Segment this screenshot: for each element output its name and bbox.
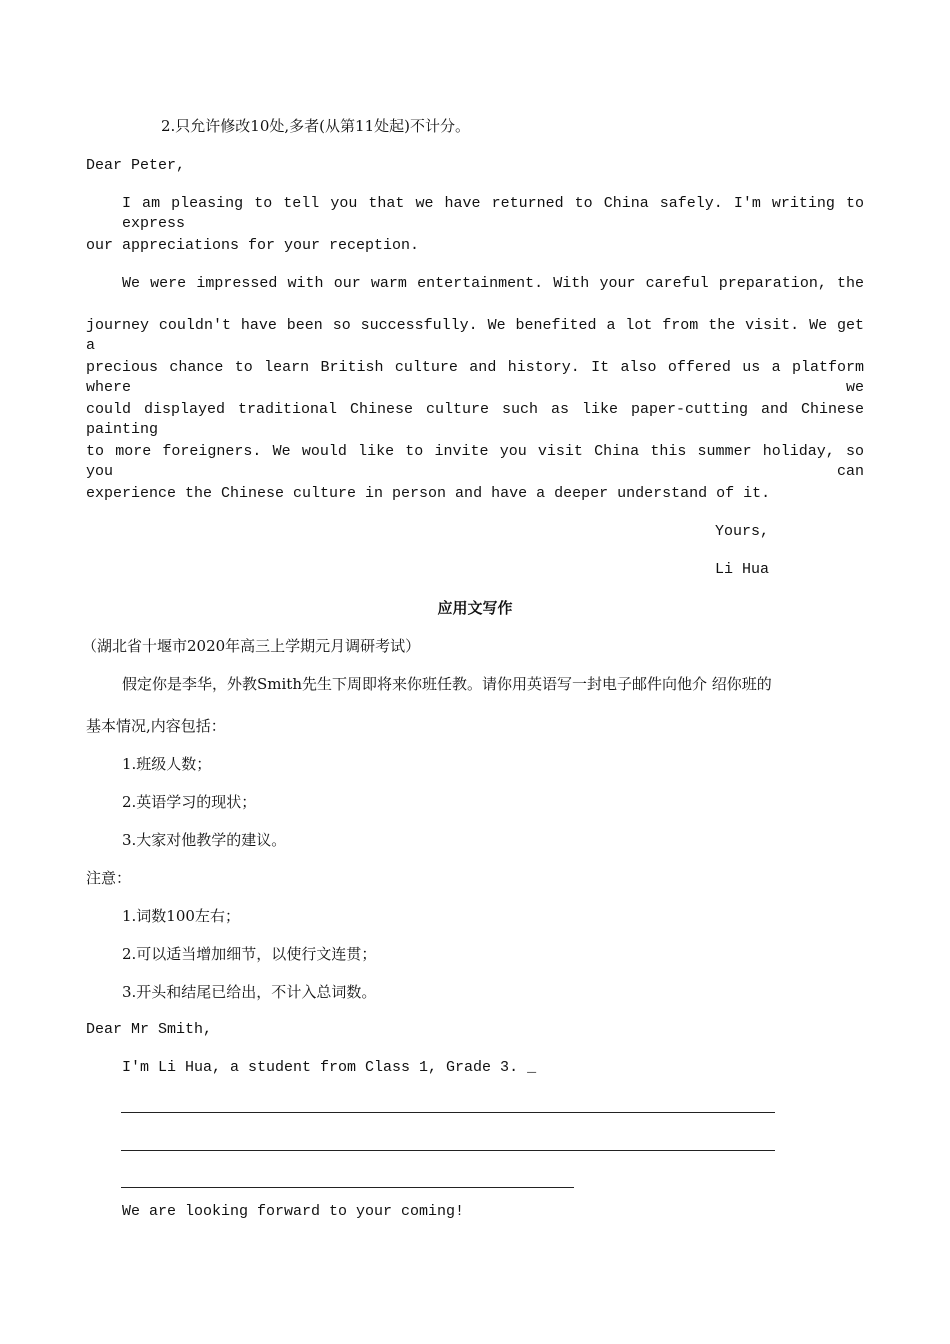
letter1-line-3: We were impressed with our warm entertainment. With your careful preparation, the bbox=[122, 275, 864, 292]
letter2-salutation: Dear Mr Smith, bbox=[86, 1021, 213, 1038]
content-item-1: 1.班级人数； bbox=[122, 755, 212, 773]
letter1-line-5: precious chance to learn British culture and history. It also offered us a platform where we bbox=[86, 359, 864, 396]
letter1-line-4: journey couldn't have been so successfully. We benefited a lot from the visit. We get a bbox=[86, 317, 864, 354]
letter1-signature: Li Hua bbox=[715, 561, 770, 578]
letter1-closing: Yours, bbox=[715, 523, 770, 540]
letter1-salutation: Dear Peter, bbox=[86, 157, 186, 174]
letter1-line-6: could displayed traditional Chinese culture such as like paper-cutting and Chinese painting bbox=[86, 401, 864, 438]
answer-line-1 bbox=[121, 1112, 775, 1113]
notes-label: 注意： bbox=[86, 869, 132, 887]
section-title: 应用文写作 bbox=[437, 599, 513, 617]
prompt-line-2: 基本情况,内容包括： bbox=[86, 717, 226, 735]
letter1-line-1: I am pleasing to tell you that we have returned to China safely. I'm writing to express bbox=[122, 195, 864, 232]
letter1-line-2: our appreciations for your reception. bbox=[86, 237, 420, 254]
answer-line-3 bbox=[121, 1187, 574, 1188]
content-item-2: 2.英语学习的现状； bbox=[122, 793, 257, 811]
letter1-line-8: experience the Chinese culture in person and have a deeper understand of it. bbox=[86, 485, 771, 502]
letter1-line-7: to more foreigners. We would like to invite you visit China this summer holiday, so you can bbox=[86, 443, 864, 480]
note-2: 2.可以适当增加细节，以使行文连贯； bbox=[122, 945, 377, 963]
letter2-opening: I'm Li Hua, a student from Class 1, Grade 3. _ bbox=[122, 1059, 537, 1076]
note-1: 1.词数100左右； bbox=[122, 907, 240, 925]
answer-line-2 bbox=[121, 1150, 775, 1151]
note-3: 3.开头和结尾已给出，不计入总词数。 bbox=[122, 983, 377, 1001]
note-item-2: 2.只允许修改10处,多者(从第11处起)不计分。 bbox=[161, 117, 470, 135]
letter2-closing: We are looking forward to your coming! bbox=[122, 1203, 465, 1220]
section-source: （湖北省十堰市2020年高三上学期元月调研考试） bbox=[82, 637, 421, 655]
prompt-line-1: 假定你是李华，外教Smith先生下周即将来你班任教。请你用英语写一封电子邮件向他介 绍你班的 bbox=[122, 675, 772, 693]
content-item-3: 3.大家对他教学的建议。 bbox=[122, 831, 287, 849]
